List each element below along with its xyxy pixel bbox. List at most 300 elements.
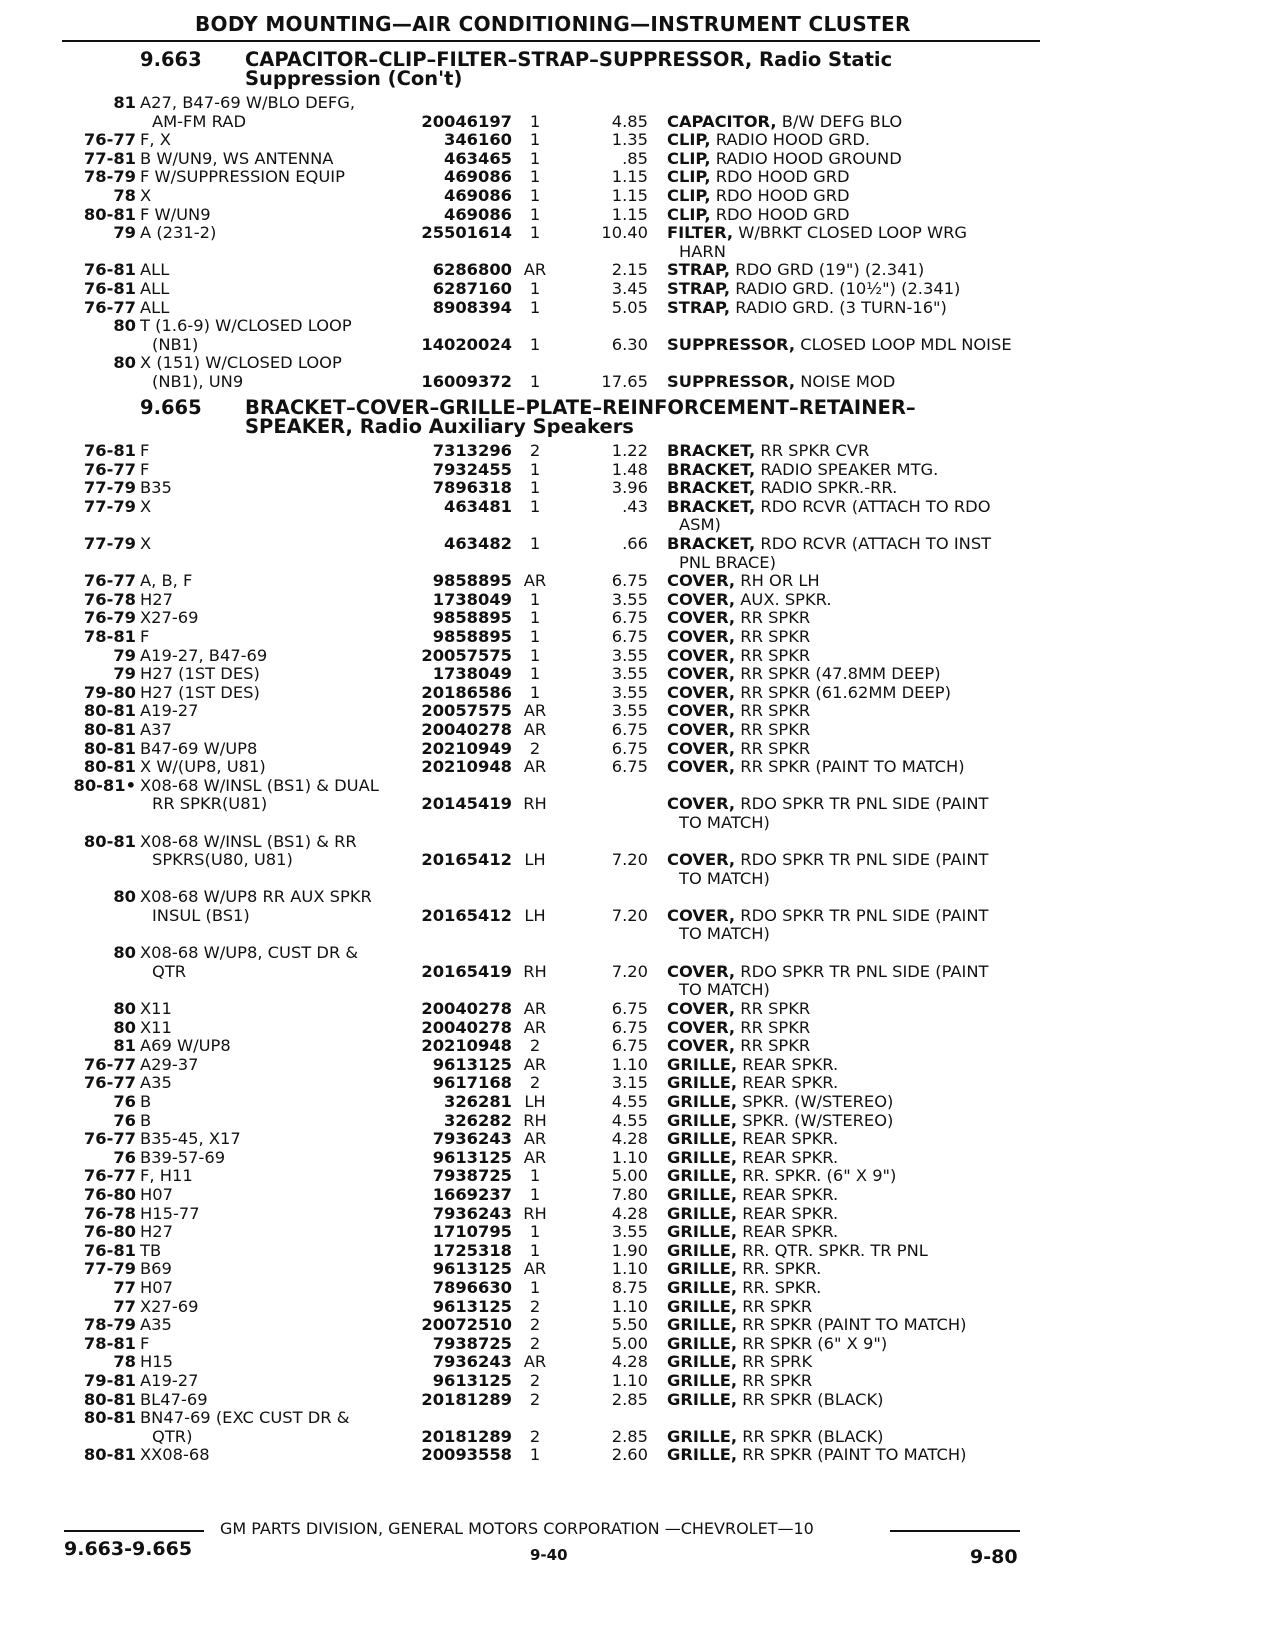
part-number: 7936243 bbox=[432, 1203, 512, 1223]
model-years: 76-77 bbox=[83, 1166, 136, 1186]
list-price: 6.75 bbox=[611, 720, 648, 739]
list-price: 7.20 bbox=[611, 850, 648, 870]
part-number: 469086 bbox=[444, 204, 512, 224]
description-line-1 bbox=[667, 1037, 1035, 1056]
part-detail: RADIO HOOD GROUND bbox=[710, 149, 902, 168]
model-years: 81 bbox=[113, 93, 136, 112]
description-line-1 bbox=[667, 1446, 1035, 1465]
model-years: 80 bbox=[113, 316, 136, 336]
quantity: AR bbox=[523, 1259, 547, 1279]
list-price: 4.55 bbox=[611, 1110, 648, 1130]
model-years: 77-79 bbox=[83, 534, 136, 553]
part-number: 463465 bbox=[444, 148, 512, 168]
part-number: 9613125 bbox=[432, 1054, 512, 1074]
part-noun: COVER, bbox=[667, 702, 736, 721]
application-line-1: B W/UN9, WS ANTENNA bbox=[140, 149, 334, 168]
description bbox=[667, 1391, 1035, 1410]
description bbox=[667, 1316, 1035, 1335]
part-detail: RR SPKR bbox=[735, 609, 811, 628]
part-number: 20210948 bbox=[421, 1036, 512, 1056]
list-price: 2.15 bbox=[611, 260, 648, 280]
application-line-1: XX08-68 bbox=[140, 1446, 210, 1465]
application-line-1: F W/UN9 bbox=[140, 205, 211, 224]
application bbox=[140, 1391, 408, 1410]
application-line-1: X08-68 W/UP8, CUST DR & bbox=[140, 944, 359, 963]
group-title-line-2: Suppression (Con't) bbox=[245, 67, 463, 90]
part-number: 20040278 bbox=[421, 999, 512, 1018]
part-noun: GRILLE, bbox=[667, 1148, 738, 1167]
application-line-2: QTR bbox=[152, 961, 187, 981]
application bbox=[140, 168, 408, 187]
part-detail: REAR SPKR. bbox=[737, 1074, 839, 1093]
part-number: 9613125 bbox=[432, 1147, 512, 1167]
part-detail: RDO RCVR (ATTACH TO RDO bbox=[755, 497, 991, 516]
quantity: 1 bbox=[529, 371, 541, 391]
part-detail: RADIO SPKR.-RR. bbox=[755, 479, 898, 498]
model-years: 80 bbox=[113, 1017, 136, 1037]
part-noun: COVER, bbox=[667, 795, 736, 814]
description bbox=[667, 1037, 1035, 1056]
list-price: 1.15 bbox=[611, 167, 648, 187]
quantity: 1 bbox=[529, 664, 541, 684]
description bbox=[667, 1149, 1035, 1168]
quantity: 2 bbox=[529, 1333, 541, 1353]
part-detail: RR. SPKR. (6" X 9") bbox=[737, 1167, 897, 1186]
description-line-1 bbox=[667, 740, 1035, 759]
part-detail: NOISE MOD bbox=[795, 372, 896, 391]
description bbox=[667, 1428, 1035, 1447]
part-number: 20040278 bbox=[421, 720, 512, 739]
part-number: 6286800 bbox=[432, 260, 512, 280]
application bbox=[140, 206, 408, 225]
list-price: 17.65 bbox=[601, 371, 648, 391]
part-noun: CLIP, bbox=[667, 187, 711, 205]
part-noun: GRILLE, bbox=[667, 1260, 738, 1279]
part-number: 20210949 bbox=[421, 738, 512, 758]
application-line-1: A (231-2) bbox=[140, 224, 217, 243]
quantity: 1 bbox=[529, 496, 541, 516]
application bbox=[140, 150, 408, 169]
part-number: 20072510 bbox=[421, 1315, 512, 1335]
part-detail: RDO SPKR TR PNL SIDE (PAINT bbox=[735, 795, 989, 814]
application bbox=[140, 1186, 408, 1205]
quantity: LH bbox=[524, 905, 546, 925]
model-years: 77-79 bbox=[83, 478, 136, 498]
description-line-1 bbox=[667, 261, 1035, 280]
part-detail: RR SPKR bbox=[735, 1018, 811, 1037]
description-line-1 bbox=[667, 1428, 1035, 1447]
description-line-2: TO MATCH) bbox=[679, 812, 770, 832]
list-price: 7.80 bbox=[611, 1185, 648, 1204]
model-years: 78 bbox=[113, 1352, 136, 1372]
description-line-2: PNL BRACE) bbox=[679, 552, 776, 572]
description bbox=[667, 131, 1035, 150]
part-number: 6287160 bbox=[432, 279, 512, 298]
application bbox=[140, 609, 408, 628]
part-number: 8908394 bbox=[432, 297, 512, 317]
model-years: 76 bbox=[113, 1092, 136, 1111]
application-line-1: H07 bbox=[140, 1186, 173, 1204]
model-years: 79-81 bbox=[83, 1371, 136, 1390]
quantity: 1 bbox=[529, 1185, 541, 1204]
description bbox=[667, 758, 1035, 777]
description bbox=[667, 628, 1035, 647]
application-line-1: F, X bbox=[140, 131, 171, 150]
description-line-1 bbox=[667, 479, 1035, 498]
quantity: 1 bbox=[529, 204, 541, 224]
list-price: 1.10 bbox=[611, 1054, 648, 1074]
list-price: 5.05 bbox=[611, 297, 648, 317]
part-noun: COVER, bbox=[667, 665, 736, 684]
part-number: 7938725 bbox=[432, 1166, 512, 1186]
application-line-1: X (151) W/CLOSED LOOP bbox=[140, 354, 342, 373]
part-noun: GRILLE, bbox=[667, 1390, 738, 1409]
part-number: 20165412 bbox=[421, 850, 512, 870]
quantity: RH bbox=[523, 1203, 547, 1223]
application bbox=[140, 1037, 408, 1056]
part-number: 20057575 bbox=[421, 645, 512, 665]
part-number: 20186586 bbox=[421, 682, 512, 702]
part-detail: RH OR LH bbox=[735, 572, 820, 591]
quantity: 1 bbox=[529, 1278, 541, 1297]
description bbox=[667, 1205, 1035, 1224]
part-number: 20040278 bbox=[421, 1017, 512, 1037]
part-number: 14020024 bbox=[421, 334, 512, 354]
description bbox=[667, 1112, 1035, 1131]
description-line-1 bbox=[667, 758, 1035, 777]
quantity: RH bbox=[523, 1110, 547, 1130]
application-line-1: T (1.6-9) W/CLOSED LOOP bbox=[140, 317, 352, 336]
part-detail: RR SPKR bbox=[735, 702, 811, 721]
part-detail: RDO HOOD GRD bbox=[710, 187, 850, 205]
description bbox=[667, 280, 1035, 299]
part-noun: COVER, bbox=[667, 646, 736, 665]
application bbox=[140, 833, 408, 870]
description-line-1 bbox=[667, 1019, 1035, 1038]
application bbox=[140, 461, 408, 480]
part-detail: RR. SPKR. bbox=[737, 1279, 822, 1297]
list-price: 1.10 bbox=[611, 1147, 648, 1167]
list-price: 6.75 bbox=[611, 608, 648, 628]
application-line-1: H27 bbox=[140, 590, 173, 609]
part-number: 1725318 bbox=[432, 1240, 512, 1260]
part-detail: RR SPKR bbox=[737, 1372, 813, 1390]
part-detail: RR SPKR CVR bbox=[755, 442, 870, 460]
description bbox=[667, 1446, 1035, 1465]
list-price: 1.35 bbox=[611, 130, 648, 150]
part-detail: RDO GRD (19") (2.341) bbox=[730, 261, 925, 280]
title-rule bbox=[62, 40, 1040, 42]
application-line-1: H27 (1ST DES) bbox=[140, 665, 260, 684]
page-title: BODY MOUNTING—AIR CONDITIONING—INSTRUMENT CLUSTER bbox=[195, 12, 911, 36]
part-noun: BRACKET, bbox=[667, 535, 756, 553]
part-number: 9613125 bbox=[432, 1296, 512, 1316]
description-line-1 bbox=[667, 721, 1035, 740]
model-years: 76-77 bbox=[83, 297, 136, 317]
part-number: 20145419 bbox=[421, 794, 512, 814]
application bbox=[140, 665, 408, 684]
description-line-1 bbox=[667, 461, 1035, 480]
application bbox=[140, 442, 408, 461]
application-line-1: A19-27, B47-69 bbox=[140, 646, 268, 665]
quantity: 1 bbox=[529, 167, 541, 187]
part-detail: B/W DEFG BLO bbox=[776, 112, 903, 131]
model-years: 80-81 bbox=[83, 1389, 136, 1409]
list-price: .43 bbox=[622, 496, 648, 516]
list-price: 4.85 bbox=[611, 111, 648, 131]
part-detail: RR SPKR bbox=[737, 1297, 813, 1316]
description-line-2: HARN bbox=[679, 241, 726, 261]
application-line-1: F W/SUPPRESSION EQUIP bbox=[140, 168, 345, 187]
description-line-1 bbox=[667, 1093, 1035, 1112]
part-noun: CLIP, bbox=[667, 205, 711, 224]
application bbox=[140, 1112, 408, 1131]
model-years: 80 bbox=[113, 999, 136, 1018]
part-number: 7896630 bbox=[432, 1278, 512, 1297]
description bbox=[667, 461, 1035, 480]
group-header bbox=[0, 50, 1040, 96]
list-price: 6.75 bbox=[611, 738, 648, 758]
application-line-1: BL47-69 bbox=[140, 1390, 208, 1409]
model-years: 76-78 bbox=[83, 1203, 136, 1223]
quantity: 2 bbox=[529, 1296, 541, 1316]
description bbox=[667, 721, 1035, 740]
part-detail: RDO SPKR TR PNL SIDE (PAINT bbox=[735, 906, 989, 925]
application bbox=[140, 1205, 408, 1224]
part-noun: COVER, bbox=[667, 906, 736, 925]
application bbox=[140, 777, 408, 814]
part-detail: RR SPKR bbox=[735, 739, 811, 758]
model-years: 76-77 bbox=[83, 130, 136, 150]
description-line-2: ASM) bbox=[679, 515, 721, 535]
application bbox=[140, 702, 408, 721]
application bbox=[140, 888, 408, 925]
description-line-1 bbox=[667, 702, 1035, 721]
part-number: 7896318 bbox=[432, 478, 512, 498]
description-line-1 bbox=[667, 647, 1035, 666]
quantity: 1 bbox=[529, 111, 541, 131]
description bbox=[667, 1335, 1035, 1354]
list-price: 4.28 bbox=[611, 1352, 648, 1372]
quantity: 2 bbox=[529, 1389, 541, 1409]
list-price: 6.30 bbox=[611, 334, 648, 354]
part-noun: COVER, bbox=[667, 1000, 736, 1018]
part-number: 9858895 bbox=[432, 627, 512, 646]
model-years: 76-78 bbox=[83, 589, 136, 609]
part-number: 25501614 bbox=[421, 223, 512, 243]
description-line-1 bbox=[667, 535, 1035, 554]
description-line-1 bbox=[667, 1391, 1035, 1410]
part-noun: GRILLE, bbox=[667, 1167, 738, 1186]
description-line-1 bbox=[667, 609, 1035, 628]
description bbox=[667, 609, 1035, 628]
part-noun: COVER, bbox=[667, 590, 736, 609]
description-line-1 bbox=[667, 1167, 1035, 1186]
model-years: 80 bbox=[113, 353, 136, 373]
part-number: 20210948 bbox=[421, 757, 512, 777]
part-detail: W/BRKT CLOSED LOOP WRG bbox=[733, 224, 968, 243]
application-line-1: F bbox=[140, 442, 150, 460]
application bbox=[140, 1409, 408, 1446]
application bbox=[140, 224, 408, 243]
quantity: 2 bbox=[529, 1371, 541, 1390]
part-noun: GRILLE, bbox=[667, 1297, 738, 1316]
part-detail: RR SPKR (61.62MM DEEP) bbox=[735, 683, 951, 702]
model-years: 76-77 bbox=[83, 1073, 136, 1093]
part-number: 9613125 bbox=[432, 1371, 512, 1390]
part-number: 20165412 bbox=[421, 905, 512, 925]
footer-section-page: 9-80 bbox=[970, 1546, 1018, 1568]
description-line-1 bbox=[667, 572, 1035, 591]
description-line-1 bbox=[667, 1056, 1035, 1075]
model-years: 76 bbox=[113, 1147, 136, 1167]
part-noun: GRILLE, bbox=[667, 1186, 738, 1204]
description bbox=[667, 1000, 1035, 1019]
description bbox=[667, 851, 1035, 888]
model-years: 77 bbox=[113, 1278, 136, 1297]
part-noun: STRAP, bbox=[667, 298, 731, 317]
quantity: 1 bbox=[529, 627, 541, 646]
application-line-1: A69 W/UP8 bbox=[140, 1037, 231, 1056]
part-number: 346160 bbox=[444, 130, 512, 150]
model-years: 76-81 bbox=[83, 279, 136, 298]
list-price: 4.28 bbox=[611, 1203, 648, 1223]
list-price: 2.60 bbox=[611, 1445, 648, 1465]
description bbox=[667, 442, 1035, 461]
part-noun: COVER, bbox=[667, 739, 736, 758]
part-number: 9858895 bbox=[432, 608, 512, 628]
description-line-1 bbox=[667, 373, 1035, 392]
group-title-line-1: BRACKET–COVER–GRILLE–PLATE–REINFORCEMENT–RETAINER– bbox=[245, 396, 916, 419]
part-noun: COVER, bbox=[667, 628, 736, 646]
description-line-1 bbox=[667, 1316, 1035, 1335]
model-years: 80-81 bbox=[83, 720, 136, 739]
quantity: 1 bbox=[529, 334, 541, 354]
application bbox=[140, 187, 408, 206]
part-noun: GRILLE, bbox=[667, 1427, 738, 1446]
part-number: 326282 bbox=[444, 1110, 512, 1130]
description bbox=[667, 907, 1035, 944]
footer-rule-right bbox=[890, 1530, 1020, 1532]
model-years: 76 bbox=[113, 1110, 136, 1130]
quantity: 2 bbox=[529, 1073, 541, 1093]
quantity: 1 bbox=[529, 279, 541, 298]
application-line-1: ALL bbox=[140, 280, 170, 298]
model-years: 76-79 bbox=[83, 608, 136, 628]
part-detail: REAR SPKR. bbox=[737, 1204, 839, 1223]
description-line-1 bbox=[667, 1223, 1035, 1242]
application bbox=[140, 1223, 408, 1242]
quantity: 2 bbox=[529, 1426, 541, 1446]
description bbox=[667, 1353, 1035, 1372]
description-line-1 bbox=[667, 1074, 1035, 1093]
application-line-2: SPKRS(U80, U81) bbox=[152, 850, 293, 870]
group-title-line-1: CAPACITOR–CLIP–FILTER–STRAP–SUPPRESSOR, Radio Static bbox=[245, 48, 893, 71]
model-years: 76-77 bbox=[83, 571, 136, 591]
description-line-1 bbox=[667, 665, 1035, 684]
model-years: 76-81 bbox=[83, 260, 136, 280]
list-price: 1.10 bbox=[611, 1296, 648, 1316]
list-price: 4.55 bbox=[611, 1092, 648, 1111]
part-noun: GRILLE, bbox=[667, 1223, 738, 1242]
part-detail: RDO SPKR TR PNL SIDE (PAINT bbox=[735, 962, 989, 981]
list-price: 3.55 bbox=[611, 682, 648, 702]
description-line-2: TO MATCH) bbox=[679, 980, 770, 1000]
description bbox=[667, 113, 1035, 132]
description bbox=[667, 224, 1035, 261]
part-noun: GRILLE, bbox=[667, 1446, 738, 1465]
application-line-1: X27-69 bbox=[140, 609, 199, 628]
application-line-1: A37 bbox=[140, 721, 172, 739]
application-line-1: H15 bbox=[140, 1353, 173, 1372]
application bbox=[140, 572, 408, 591]
quantity: 1 bbox=[529, 297, 541, 317]
model-years: 80-81 bbox=[83, 204, 136, 224]
part-noun: COVER, bbox=[667, 609, 736, 628]
model-years: 77-79 bbox=[83, 496, 136, 516]
description bbox=[667, 1223, 1035, 1242]
list-price: 3.55 bbox=[611, 1222, 648, 1242]
application bbox=[140, 758, 408, 777]
application-line-1: X bbox=[140, 497, 152, 516]
model-years: 78 bbox=[113, 186, 136, 205]
description-line-1 bbox=[667, 168, 1035, 187]
model-years: 80-81 bbox=[83, 1408, 136, 1428]
part-number: 326281 bbox=[444, 1092, 512, 1111]
application-line-1: X bbox=[140, 535, 152, 553]
group-header bbox=[0, 398, 1040, 444]
application bbox=[140, 647, 408, 666]
quantity: AR bbox=[523, 720, 547, 739]
quantity: 1 bbox=[529, 534, 541, 553]
part-detail: REAR SPKR. bbox=[737, 1223, 839, 1242]
model-years: 78-79 bbox=[83, 167, 136, 187]
part-number: 16009372 bbox=[421, 371, 512, 391]
quantity: 2 bbox=[529, 441, 541, 460]
description bbox=[667, 187, 1035, 206]
application bbox=[140, 1335, 408, 1354]
list-price: 5.00 bbox=[611, 1333, 648, 1353]
model-years: 80-81• bbox=[73, 775, 136, 795]
part-detail: RR SPKR (6" X 9") bbox=[737, 1334, 888, 1353]
model-years: 80-81 bbox=[83, 831, 136, 851]
part-detail: REAR SPKR. bbox=[737, 1130, 839, 1149]
application bbox=[140, 1149, 408, 1168]
list-price: 8.75 bbox=[611, 1278, 648, 1297]
quantity: 1 bbox=[529, 682, 541, 702]
part-noun: GRILLE, bbox=[667, 1111, 738, 1130]
part-detail: SPKR. (W/STEREO) bbox=[737, 1111, 894, 1130]
application-line-1: B47-69 W/UP8 bbox=[140, 739, 258, 758]
part-detail: RADIO HOOD GRD. bbox=[710, 131, 871, 150]
list-price: 3.55 bbox=[611, 701, 648, 721]
part-noun: GRILLE, bbox=[667, 1353, 738, 1372]
application-line-2: (NB1), UN9 bbox=[152, 371, 244, 391]
part-detail: AUX. SPKR. bbox=[735, 590, 832, 609]
model-years: 76-77 bbox=[83, 1054, 136, 1074]
application-line-1: B35-45, X17 bbox=[140, 1130, 241, 1149]
part-detail: RADIO SPEAKER MTG. bbox=[755, 460, 939, 479]
part-noun: COVER, bbox=[667, 572, 736, 591]
description-line-1 bbox=[667, 1298, 1035, 1317]
group-number: 9.663 bbox=[140, 48, 202, 71]
quantity: 2 bbox=[529, 1315, 541, 1335]
description-line-1 bbox=[667, 442, 1035, 461]
model-years: 80-81 bbox=[83, 701, 136, 721]
quantity: AR bbox=[523, 1129, 547, 1149]
part-detail: RR SPKR (BLACK) bbox=[737, 1427, 884, 1446]
model-years: 80-81 bbox=[83, 738, 136, 758]
